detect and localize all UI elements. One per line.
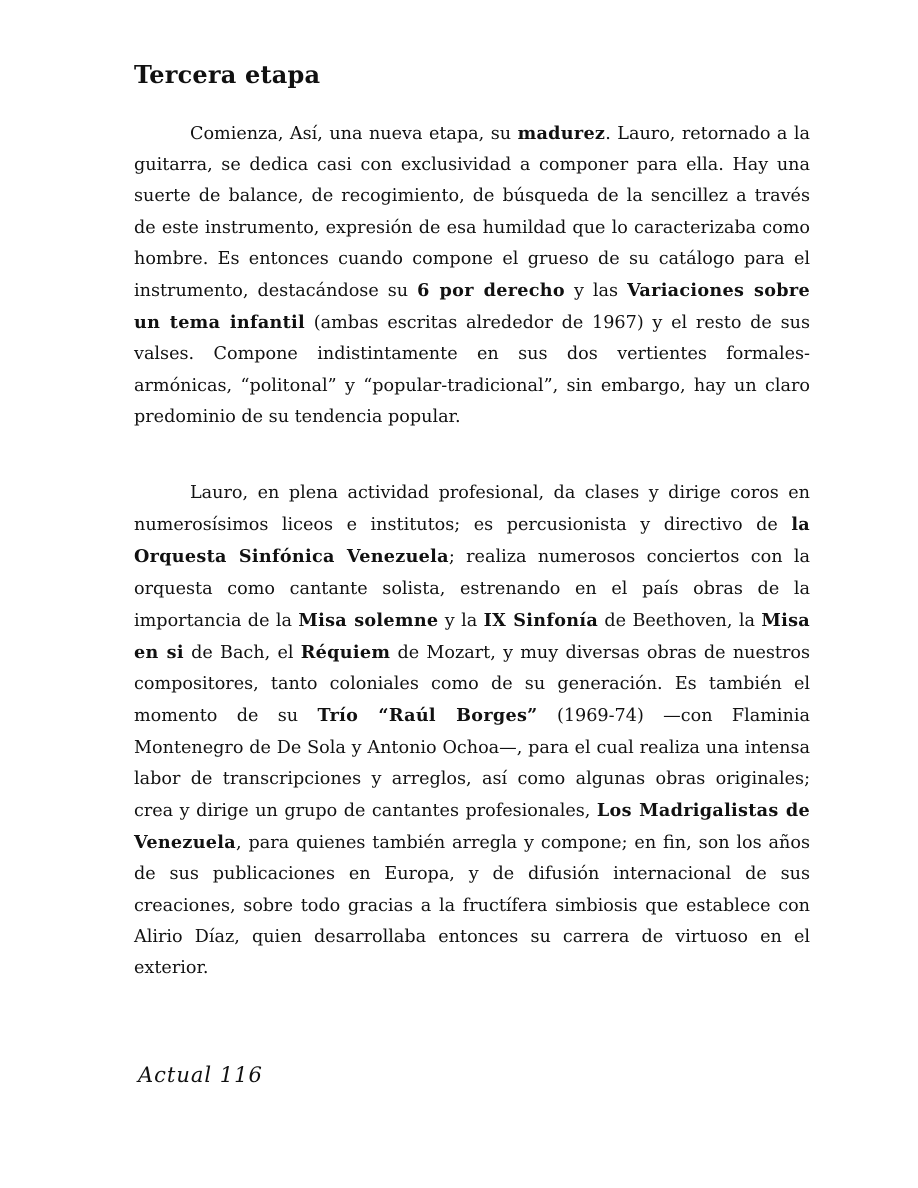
text-run: . Lauro, retornado a la guitarra, se dedica casi con exclusividad a componer para ella. Hay una suerte de balance, de recogimiento, de búsqueda de la sencillez a través de este instrumento, expresión de esa humildad que lo caracterizaba como hombre. Es entonces cuando compone el grueso de su catálogo para el instrumento, destacándose su (134, 124, 810, 302)
bold-term: madurez (517, 123, 606, 144)
paragraph-2 (134, 478, 810, 984)
paragraph-1 (134, 118, 810, 433)
text-run: de Bach, el (183, 643, 301, 664)
bold-work-title: IX Sinfonía (483, 609, 599, 631)
text-run: (1969-74) —con Flaminia Montenegro de De Sola y Antonio Ochoa—, para el cual realiza una intensa labor de transcripciones y arreglos, así como algunas obras originales; crea y dirige un grupo de cantantes profesionales, (134, 706, 810, 822)
text-run: y la (438, 610, 484, 631)
text-run: Comienza, Así, una nueva etapa, su (190, 124, 518, 144)
text-run: de Beethoven, la (598, 610, 762, 631)
section-heading: Tercera etapa (134, 60, 321, 89)
page-footer: Actual 116 (138, 1063, 263, 1087)
text-run: (ambas escritas alrededor de 1967) y el resto de sus valses. Compone indistintamente en sus dos vertientes formales-armónicas, “politonal” y “popular-tradicional”, sin embargo, hay un claro predominio de su tendencia popular. (134, 313, 810, 427)
bold-work-title: Misa en si (134, 609, 810, 664)
text-run: Lauro, en plena actividad profesional, da clases y dirige coros en numerosísimos liceos e institutos; es percusionista y directivo de (134, 483, 810, 536)
text-run: y las (564, 281, 628, 302)
text-run: de Mozart, y muy diversas obras de nuestros compositores, tanto coloniales como de su generación. Es también el momento de su (134, 643, 811, 727)
bold-work-title: 6 por derecho (417, 280, 565, 302)
bold-work-title: Misa solemne (298, 609, 439, 631)
bold-ensemble-name: Los Madrigalistas de Venezuela (134, 800, 810, 854)
text-run: , para quienes también arregla y compone; en fin, son los años de sus publicaciones en Europa, y de difusión internacional de sus creaciones, sobre todo gracias a la fructífera simbiosis que establece con Alirio Díaz, quien desarrollaba entonces su carrera de virtuoso en el exterior. (134, 833, 810, 979)
bold-work-title: Variaciones sobre un tema infantil (134, 280, 810, 334)
text-run: ; realiza numerosos conciertos con la orquesta como cantante solista, estrenando en el país obras de la importancia de la (134, 547, 810, 631)
bold-ensemble-name: Trío “Raúl Borges” (317, 705, 538, 727)
bold-ensemble-name: la Orquesta Sinfónica Venezuela (134, 514, 810, 568)
bold-work-title: Réquiem (300, 642, 391, 664)
